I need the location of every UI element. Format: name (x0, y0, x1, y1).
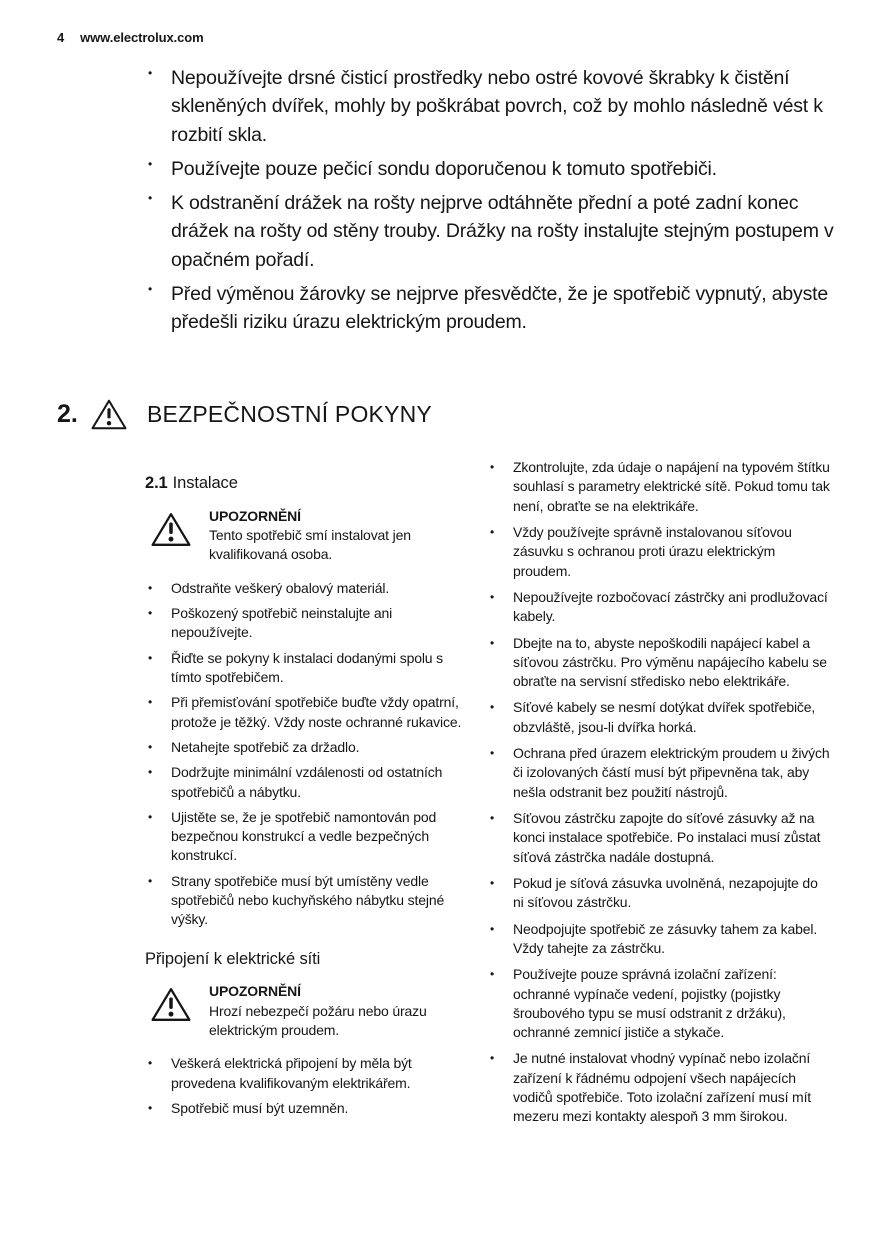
list-item (145, 693, 463, 732)
bullet-marker: • (148, 1056, 153, 1071)
bullet-text: Poškozený spotřebič neinstalujte ani nepoužívejte. (171, 605, 393, 641)
bullet-marker: • (490, 589, 495, 604)
subheading-electrical-connection: Připojení k elektrické síti (145, 949, 321, 968)
bullet-marker: • (490, 967, 495, 982)
bullet-marker: • (490, 524, 495, 539)
list-item (145, 155, 837, 183)
list-item (487, 698, 832, 737)
bullet-marker: • (148, 765, 153, 780)
warning-body (209, 507, 463, 565)
bullet-marker: • (148, 156, 153, 171)
subsection-heading-installation (145, 472, 463, 495)
list-item (145, 1099, 463, 1118)
list-item (487, 588, 832, 627)
warning-triangle-icon (150, 511, 192, 548)
bullet-text: Síťové kabely se nesmí dotýkat dvířek spotřebiče, obzvláště, jsou-li dvířka horká. (513, 699, 816, 735)
list-item (487, 920, 832, 959)
list-item (487, 1049, 832, 1126)
bullet-marker: • (148, 66, 153, 80)
bullet-text: Zkontrolujte, zda údaje o napájení na typovém štítku souhlasí s parametry elektrické sítě. Pokud tomu tak není, obraťte se na elektrikáře. (513, 459, 830, 514)
bullet-marker: • (148, 695, 153, 710)
bullet-marker: • (490, 746, 495, 761)
bullet-text: Pokud je síťová zásuvka uvolněná, nezapojujte do ni síťovou zástrčku. (513, 874, 818, 911)
warning-box-electrical (150, 982, 463, 1040)
bullet-marker: • (490, 700, 495, 715)
list-item (145, 649, 463, 688)
bullet-text: Řiďte se pokyny k instalaci dodanými spolu s tímto spotřebičem. (171, 649, 444, 685)
page-header (57, 30, 204, 45)
warning-title: UPOZORNĚNÍ (209, 983, 301, 1000)
bullet-marker: • (148, 650, 153, 665)
bullet-marker: • (148, 739, 153, 754)
section-number: 2. (57, 400, 78, 428)
warning-body (209, 982, 463, 1040)
bullet-text: Spotřebič musí být uzemněn. (171, 1100, 349, 1117)
bullet-text: Ochrana před úrazem elektrickým proudem u živých či izolovaných částí musí být připevněna tak, aby nešla odstranit bez použití nástrojů. (513, 745, 830, 800)
list-item (145, 872, 463, 930)
bullet-text: Veškerá elektrická připojení by měla být provedena kvalifikovaným elektrikářem. (171, 1055, 412, 1091)
list-item (487, 809, 832, 867)
intro-bullet-list (145, 64, 837, 342)
page-number: 4 (57, 30, 65, 45)
right-column (487, 458, 832, 1134)
warning-title: UPOZORNĚNÍ (209, 507, 301, 524)
warning-box-installation (150, 507, 463, 565)
bullet-marker: • (148, 606, 153, 621)
warning-triangle-icon (90, 398, 128, 431)
warning-triangle-icon (150, 986, 192, 1023)
list-item (145, 808, 463, 866)
list-item (145, 189, 837, 274)
bullet-text: Při přemisťování spotřebiče buďte vždy opatrní, protože je těžký. Vždy noste ochranné rukavice. (171, 694, 462, 730)
subsection-number: 2.1 (145, 474, 168, 492)
subsection-title: Instalace (172, 474, 238, 492)
bullet-text: Síťovou zástrčku zapojte do síťové zásuvky až na konci instalace spotřebiče. Po instalaci musí zůstat síťová zástrčka nadále dostupná. (513, 810, 821, 865)
bullet-text: K odstranění drážek na rošty nejprve odtáhněte přední a poté zadní konec drážek na rošty od stěny trouby. Drážky na rošty instalujte stejným postupem v opačném pořadí. (171, 192, 834, 271)
right-bullet-list (487, 458, 832, 1127)
bullet-marker: • (148, 191, 153, 206)
bullet-marker: • (148, 809, 153, 824)
bullet-marker: • (148, 580, 153, 595)
bullet-marker: • (490, 635, 495, 650)
bullet-marker: • (148, 281, 153, 296)
bullet-text: Používejte pouze správná izolační zařízení: ochranné vypínače vedení, pojistky (pojistky šroubového typu se musí odstranit z držáku), ochranné zemnicí jističe a stykače. (513, 966, 786, 1041)
section-heading (57, 398, 432, 431)
list-item (145, 604, 463, 643)
list-item (145, 64, 837, 149)
warning-text: Tento spotřebič smí instalovat jen kvalifikovaná osoba. (209, 527, 411, 563)
bullet-marker: • (490, 460, 495, 474)
bullet-marker: • (490, 921, 495, 936)
bullet-text: Odstraňte veškerý obalový materiál. (171, 579, 390, 596)
bullet-marker: • (490, 811, 495, 825)
bullet-marker: • (148, 1101, 153, 1116)
list-item (145, 763, 463, 802)
list-item (145, 579, 463, 598)
bullet-marker: • (148, 873, 153, 888)
bullet-text: Strany spotřebiče musí být umístěny vedle spotřebičů nebo kuchyňského nábytku stejné výšky. (171, 872, 445, 928)
bullet-text: Nepoužívejte rozbočovací zástrčky ani prodlužovací kabely. (513, 588, 828, 625)
bullet-text: Netahejte spotřebič za držadlo. (171, 738, 360, 755)
bullet-text: Nepoužívejte drsné čisticí prostředky nebo ostré kovové škrabky k čistění skleněných dvířek, mohly by poškrábat povrch, což by mohlo následně vést k rozbití skla. (171, 67, 823, 146)
website-text: www.electrolux.com (80, 30, 204, 45)
bullet-text: Vždy používejte správně instalovanou síťovou zásuvku s ochranou proti úrazu elektrickým proudem. (513, 523, 792, 579)
bullet-text: Dodržujte minimální vzdálenosti od ostatních spotřebičů a nábytku. (171, 764, 443, 800)
electrical-bullet-list (145, 1054, 463, 1118)
bullet-text: Neodpojujte spotřebič ze zásuvky tahem za kabel. Vždy tahejte za zástrčku. (513, 920, 818, 956)
bullet-text: Dbejte na to, abyste nepoškodili napájecí kabel a síťovou zástrčku. Pro výměnu napájecího kabelu se obraťte na servisní středisko nebo elektrikáře. (513, 634, 827, 690)
list-item (145, 1054, 463, 1093)
list-item (145, 738, 463, 757)
list-item (487, 965, 832, 1042)
list-item (487, 458, 832, 516)
left-column (145, 458, 463, 1134)
list-item (487, 744, 832, 802)
list-item (487, 634, 832, 692)
bullet-marker: • (490, 1051, 495, 1066)
list-item (487, 523, 832, 581)
bullet-text: Před výměnou žárovky se nejprve přesvědčte, že je spotřebič vypnutý, abyste předešli riziku úrazu elektrickým proudem. (171, 282, 828, 334)
list-item (145, 280, 837, 337)
bullet-text: Je nutné instalovat vhodný vypínač nebo izolační zařízení k řádnému odpojení všech napájecích vodičů spotřebiče. Toto izolační zařízení musí mít mezeru mezi kontakty alespoň 3 mm širokou. (513, 1050, 812, 1125)
two-column-body (145, 458, 832, 1134)
bullet-text: Používejte pouze pečicí sondu doporučenou k tomuto spotřebiči. (171, 157, 717, 180)
installation-bullet-list (145, 579, 463, 930)
list-item (487, 874, 832, 913)
bullet-marker: • (490, 875, 495, 890)
bullet-text: Ujistěte se, že je spotřebič namontován pod bezpečnou konstrukcí a vedle bezpečných konstrukcí. (171, 808, 437, 864)
section-title: BEZPEČNOSTNÍ POKYNY (147, 401, 432, 427)
warning-text: Hrozí nebezpečí požáru nebo úrazu elektrickým proudem. (209, 1002, 427, 1039)
